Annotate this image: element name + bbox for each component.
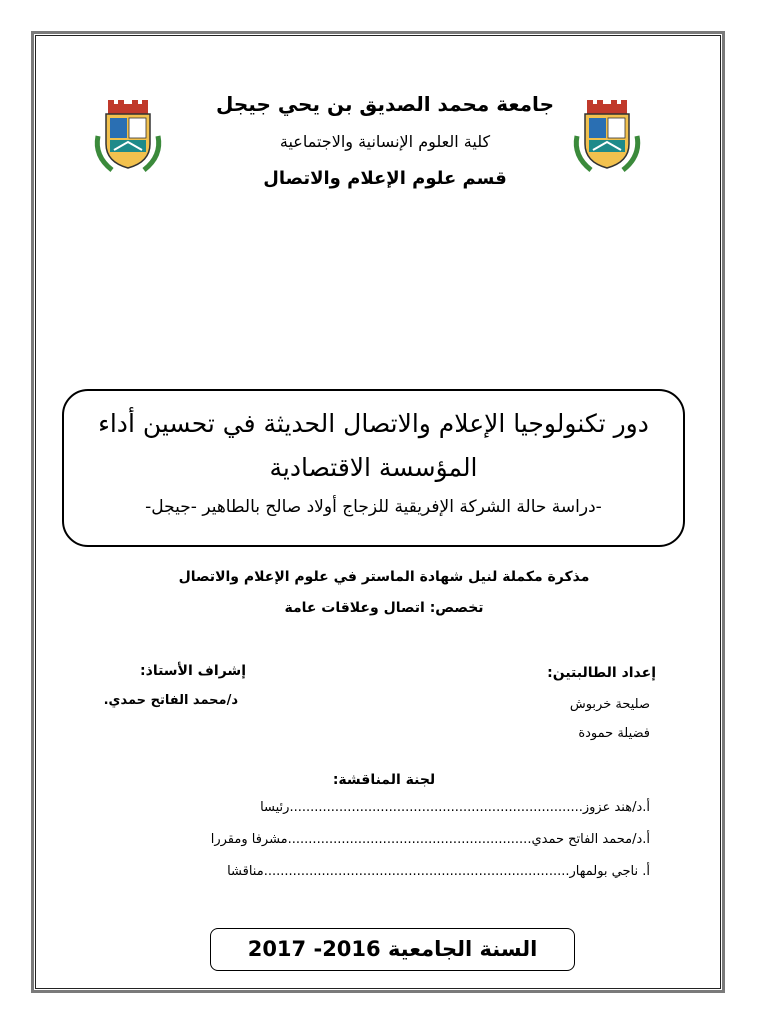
thesis-title-box — [62, 389, 685, 547]
jury-member-name: أ. ناجي بولمهار — [569, 864, 650, 879]
university-seal-right-icon — [567, 96, 647, 176]
jury-member-name: أ.د/هند عزوز — [582, 800, 650, 815]
thesis-title-line1: دور تكنولوجيا الإعلام والاتصال الحديثة في تحسين أداء — [98, 409, 649, 438]
jury-member-role: مشرفا ومقررا — [210, 832, 288, 847]
jury-member-row — [120, 864, 650, 879]
supervisor-label: إشراف الأستاذ: — [140, 663, 246, 679]
academic-year-box: السنة الجامعية 2016- 2017 — [210, 928, 575, 971]
thesis-title-line2: المؤسسة الاقتصادية — [269, 453, 478, 482]
university-name: جامعة محمد الصديق بن يحي جيجل — [216, 92, 554, 116]
jury-member-role: رئيسا — [260, 800, 290, 815]
thesis-description: مذكرة مكملة لنيل شهادة الماستر في علوم الإعلام والاتصال — [178, 569, 590, 585]
faculty-name: كلية العلوم الإنسانية والاجتماعية — [279, 132, 491, 151]
case-study-subtitle: -دراسة حالة الشركة الإفريقية للزجاج أولاد صالح بالطاهير -جيجل- — [145, 497, 602, 517]
jury-dots: ....................................................................... — [289, 800, 583, 815]
department-name: قسم علوم الإعلام والاتصال — [263, 168, 507, 189]
students-label: إعداد الطالبتين: — [547, 665, 656, 681]
jury-member-row — [120, 800, 650, 815]
jury-dots: ........................................................... — [287, 832, 532, 847]
jury-member-role: مناقشا — [227, 864, 264, 879]
student-name: فضيلة حمودة — [578, 726, 650, 741]
jury-member-name: أ.د/محمد الفاتح حمدي — [531, 832, 650, 847]
supervisor-name: د/محمد الفاتح حمدي. — [103, 693, 238, 708]
student-name: صليحة خربوش — [569, 697, 650, 712]
jury-dots: .......................................................................... — [263, 864, 570, 879]
thesis-specialty: تخصص: اتصال وعلاقات عامة — [284, 600, 484, 616]
jury-member-row — [120, 832, 650, 847]
university-seal-left-icon — [88, 96, 168, 176]
jury-title: لجنة المناقشة: — [332, 772, 436, 788]
